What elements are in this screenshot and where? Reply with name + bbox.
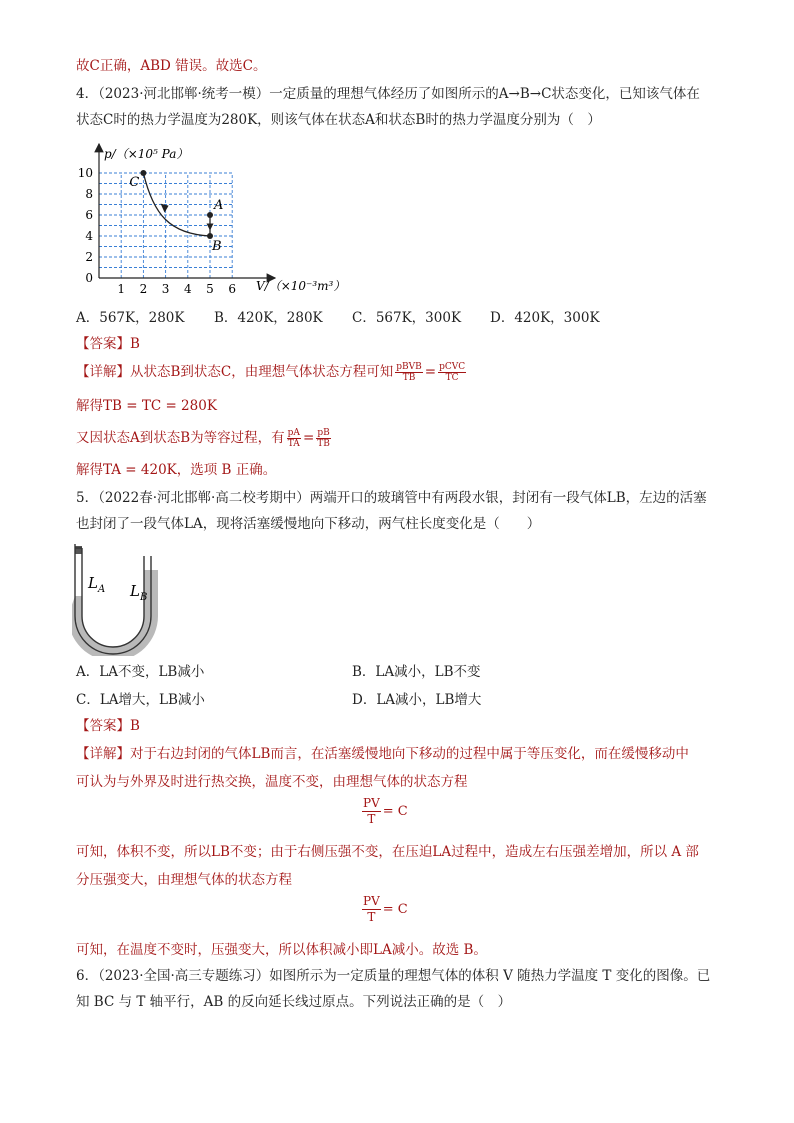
answer-value: B — [130, 336, 140, 352]
fraction-b: $\frac{pB}{TB}$ — [317, 428, 330, 449]
x-tick-label: 3 — [161, 282, 170, 296]
q5-detail-line2: 可认为与外界及时进行热交换，温度不变，由理想气体的状态方程 — [76, 774, 468, 790]
fraction-a: $\frac{pA}{TA}$ — [287, 428, 300, 449]
state-equation-2: $\frac{PV}{T}$ = C — [363, 894, 408, 924]
q4-isochoric-line: 又因状态A到状态B为等容过程，有 $\frac{pA}{TA}$ = $\frac{pB}{TB}$ — [76, 428, 330, 449]
x-tick-labels — [117, 282, 236, 296]
gas-label-a: $L_A$ — [88, 574, 106, 595]
x-tick-label: 5 — [206, 282, 214, 296]
point-B-label: B — [212, 239, 222, 254]
u-tube-figure — [72, 544, 164, 656]
q4-solve-2: 解得TA = 420K，选项 B 正确。 — [76, 462, 277, 478]
y-tick-label: 8 — [85, 187, 93, 201]
q4-detail-line1: 【详解】从状态B到状态C，由理想气体状态方程可知 $\frac{\text{pBVB}}{TB}$ = $\frac{\text{pCVC}}{TC}$ — [76, 362, 466, 383]
state-equation-1: $\frac{PV}{T}$ = C — [363, 796, 408, 826]
q4-option-b: B．420K，280K — [214, 310, 323, 326]
previous-conclusion: 故C正确，ABD 错误。故选C。 — [76, 58, 267, 74]
y-tick-label: 0 — [85, 271, 93, 285]
q4-stem-line1: 4．（2023·河北邯郸·统考一模）一定质量的理想气体经历了如图所示的A→B→C状态变化，已知该气体在 — [76, 86, 700, 102]
point-C-label: C — [129, 175, 140, 190]
y-tick-label: 6 — [85, 208, 93, 222]
pv-graph — [70, 138, 350, 300]
gas-label-b: $L_B$ — [130, 582, 148, 603]
x-tick-label: 2 — [139, 282, 148, 296]
piston — [75, 546, 82, 554]
q4-option-d: D．420K，300K — [490, 310, 600, 326]
q5-option-a: A．LA不变，LB减小 — [76, 664, 205, 680]
q4-option-a: A．567K，280K — [76, 310, 185, 326]
fraction-bc-left: $\frac{\text{pBVB}}{TB}$ — [396, 362, 422, 383]
x-axis-label: V/（×10⁻³m³） — [256, 279, 346, 293]
y-tick-label: 4 — [85, 229, 93, 243]
q5-detail-line5: 可知，在温度不变时，压强变大，所以体积减小即LA减小。故选 B。 — [76, 942, 487, 958]
x-tick-label: 4 — [183, 282, 192, 296]
y-tick-labels — [78, 166, 94, 285]
point-A — [207, 212, 213, 218]
y-axis-label: p/（×10⁵ Pa） — [104, 147, 189, 161]
curve-direction-arrow — [161, 204, 169, 213]
point-A-label: A — [214, 198, 224, 213]
q4-stem-line2: 状态C时的热力学温度为280K，则该气体在状态A和状态B时的热力学温度分别为（ ） — [76, 112, 601, 128]
q5-stem-line2: 也封闭了一段气体LA，现将活塞缓慢地向下移动，两气柱长度变化是（ ） — [76, 516, 541, 532]
q6-stem-line2: 知 BC 与 T 轴平行，AB 的反向延长线过原点。下列说法正确的是（ ） — [76, 994, 512, 1010]
q4-solve-1: 解得TB = TC = 280K — [76, 398, 217, 414]
fraction-bc-right: $\frac{\text{pCVC}}{TC}$ — [439, 362, 466, 383]
detail-label: 【详解】 — [76, 364, 130, 380]
x-tick-label: 1 — [117, 282, 126, 296]
q5-detail-line4: 分压强变大，由理想气体的状态方程 — [76, 872, 292, 888]
y-tick-label: 2 — [85, 250, 93, 264]
point-C — [140, 170, 146, 176]
q5-detail-line1: 【详解】对于右边封闭的气体LB而言，在活塞缓慢地向下移动的过程中属于等压变化，而在缓慢移动中 — [76, 746, 689, 762]
q4-option-c: C．567K，300K — [352, 310, 462, 326]
q5-answer: 【答案】B — [76, 718, 140, 734]
q5-option-b: B．LA减小，LB不变 — [352, 664, 481, 680]
q4-answer — [76, 334, 140, 354]
q5-option-c: C．LA增大，LB减小 — [76, 692, 205, 708]
q5-stem-line1: 5．（2022春·河北邯郸·高二校考期中）两端开口的玻璃管中有两段水银，封闭有一段气体LB，左边的活塞 — [76, 490, 707, 506]
line-direction-arrow — [207, 224, 214, 231]
answer-label: 【答案】 — [76, 336, 130, 352]
y-tick-label: 10 — [77, 166, 93, 180]
x-tick-label: 6 — [228, 282, 237, 296]
q5-option-d: D．LA减小，LB增大 — [352, 692, 482, 708]
q6-stem-line1: 6．（2023·全国·高三专题练习）如图所示为一定质量的理想气体的体积 V 随热力学温度 T 变化的图像。已 — [76, 968, 711, 984]
q5-detail-line3: 可知，体积不变，所以LB不变；由于右侧压强不变，在压迫LA过程中，造成左右压强差增加，所以 A 部 — [76, 844, 699, 860]
